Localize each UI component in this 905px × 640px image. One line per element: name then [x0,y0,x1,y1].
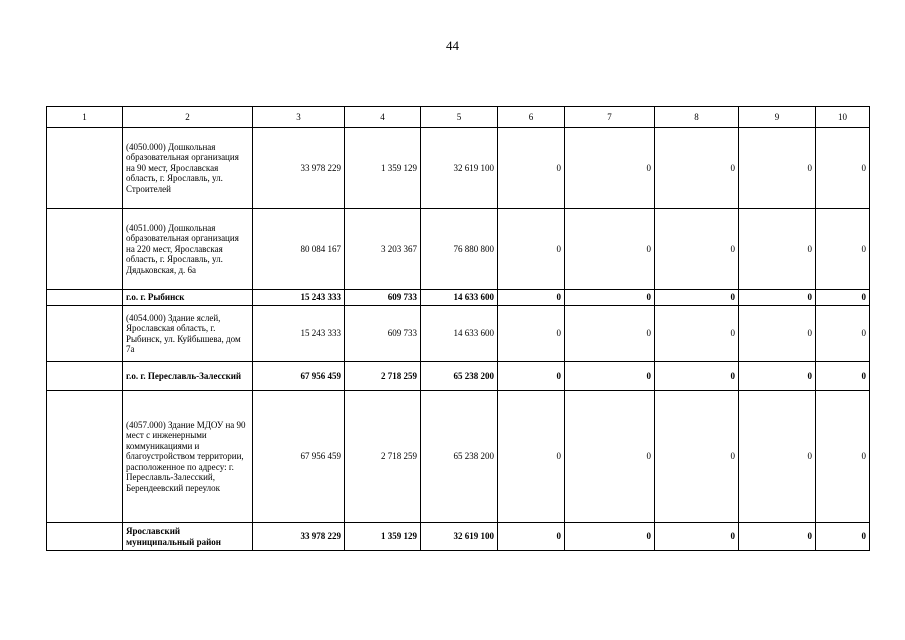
column-header: 9 [739,107,816,128]
table-cell: 67 956 459 [253,362,345,391]
table-cell: 67 956 459 [253,391,345,523]
table-cell: 65 238 200 [421,391,498,523]
table-cell: 32 619 100 [421,128,498,209]
table-cell: 0 [498,128,565,209]
table-row [47,128,870,209]
table-cell: 0 [739,362,816,391]
table-cell: 0 [498,391,565,523]
page-number: 44 [446,38,459,53]
table-cell: 0 [816,362,870,391]
table-cell: 15 243 333 [253,290,345,306]
table-cell [47,128,123,209]
table-cell: 0 [739,209,816,290]
table-row [47,209,870,290]
table-cell: 0 [565,128,655,209]
table-cell: 1 359 129 [345,523,421,551]
table-cell: 1 359 129 [345,128,421,209]
table-cell: 0 [655,209,739,290]
column-header: 7 [565,107,655,128]
table-cell: 14 633 600 [421,290,498,306]
table-cell: 0 [655,306,739,362]
column-header: 8 [655,107,739,128]
table-cell [47,523,123,551]
municipality-name-cell: г.о. г. Рыбинск [123,290,253,306]
table-cell: 0 [816,306,870,362]
column-header: 3 [253,107,345,128]
table-cell: 0 [739,290,816,306]
column-header: 5 [421,107,498,128]
subtotal-row [47,290,870,306]
subtotal-row [47,362,870,391]
table-cell: 65 238 200 [421,362,498,391]
municipality-name-cell: Ярославский муниципальный район [123,523,253,551]
table-cell: 14 633 600 [421,306,498,362]
table-cell: 0 [565,290,655,306]
object-name-cell: (4054.000) Здание яслей, Ярославская область, г. Рыбинск, ул. Куйбышева, дом 7а [123,306,253,362]
table-cell [47,209,123,290]
table-cell: 76 880 800 [421,209,498,290]
table-cell: 0 [565,362,655,391]
table-cell: 0 [498,523,565,551]
table-cell: 609 733 [345,306,421,362]
table-cell: 2 718 259 [345,362,421,391]
column-header: 6 [498,107,565,128]
table-cell: 33 978 229 [253,128,345,209]
table-cell: 0 [739,523,816,551]
table-cell: 0 [565,523,655,551]
column-header: 1 [47,107,123,128]
table-cell: 609 733 [345,290,421,306]
column-header: 10 [816,107,870,128]
municipality-name-cell: г.о. г. Переславль-Залесский [123,362,253,391]
table-cell: 0 [565,391,655,523]
table-cell: 0 [655,362,739,391]
table-cell [47,362,123,391]
table-cell: 32 619 100 [421,523,498,551]
table-cell: 0 [655,128,739,209]
table-cell: 33 978 229 [253,523,345,551]
table-cell: 0 [739,128,816,209]
object-name-cell: (4057.000) Здание МДОУ на 90 мест с инженерными коммуникациями и благоустройством территории, расположенное по адресу: г. Переславль-Залесский, Берендеевский переулок [123,391,253,523]
table-cell: 0 [816,523,870,551]
table-row [47,391,870,523]
table-cell: 80 084 167 [253,209,345,290]
table-cell: 0 [816,391,870,523]
table-cell: 0 [655,523,739,551]
budget-table [46,106,870,551]
object-name-cell: (4051.000) Дошкольная образовательная организация на 220 мест, Ярославская область, г. Ярославль, ул. Дядьковская, д. 6а [123,209,253,290]
table-cell: 2 718 259 [345,391,421,523]
table-cell: 0 [739,391,816,523]
table-cell: 0 [498,290,565,306]
table-cell [47,391,123,523]
table-cell: 0 [655,290,739,306]
table-row [47,306,870,362]
table-cell [47,290,123,306]
table-cell: 0 [498,209,565,290]
table-cell: 0 [565,209,655,290]
table-cell: 0 [816,128,870,209]
table-cell: 0 [655,391,739,523]
column-number-row [47,107,870,128]
table-cell: 0 [816,209,870,290]
column-header: 2 [123,107,253,128]
column-header: 4 [345,107,421,128]
table-cell [47,306,123,362]
table-cell: 0 [739,306,816,362]
table-cell: 0 [816,290,870,306]
table-cell: 15 243 333 [253,306,345,362]
table-cell: 0 [498,362,565,391]
table-cell: 3 203 367 [345,209,421,290]
subtotal-row [47,523,870,551]
table-cell: 0 [565,306,655,362]
table-cell: 0 [498,306,565,362]
object-name-cell: (4050.000) Дошкольная образовательная организация на 90 мест, Ярославская область, г. Ярославль, ул. Строителей [123,128,253,209]
